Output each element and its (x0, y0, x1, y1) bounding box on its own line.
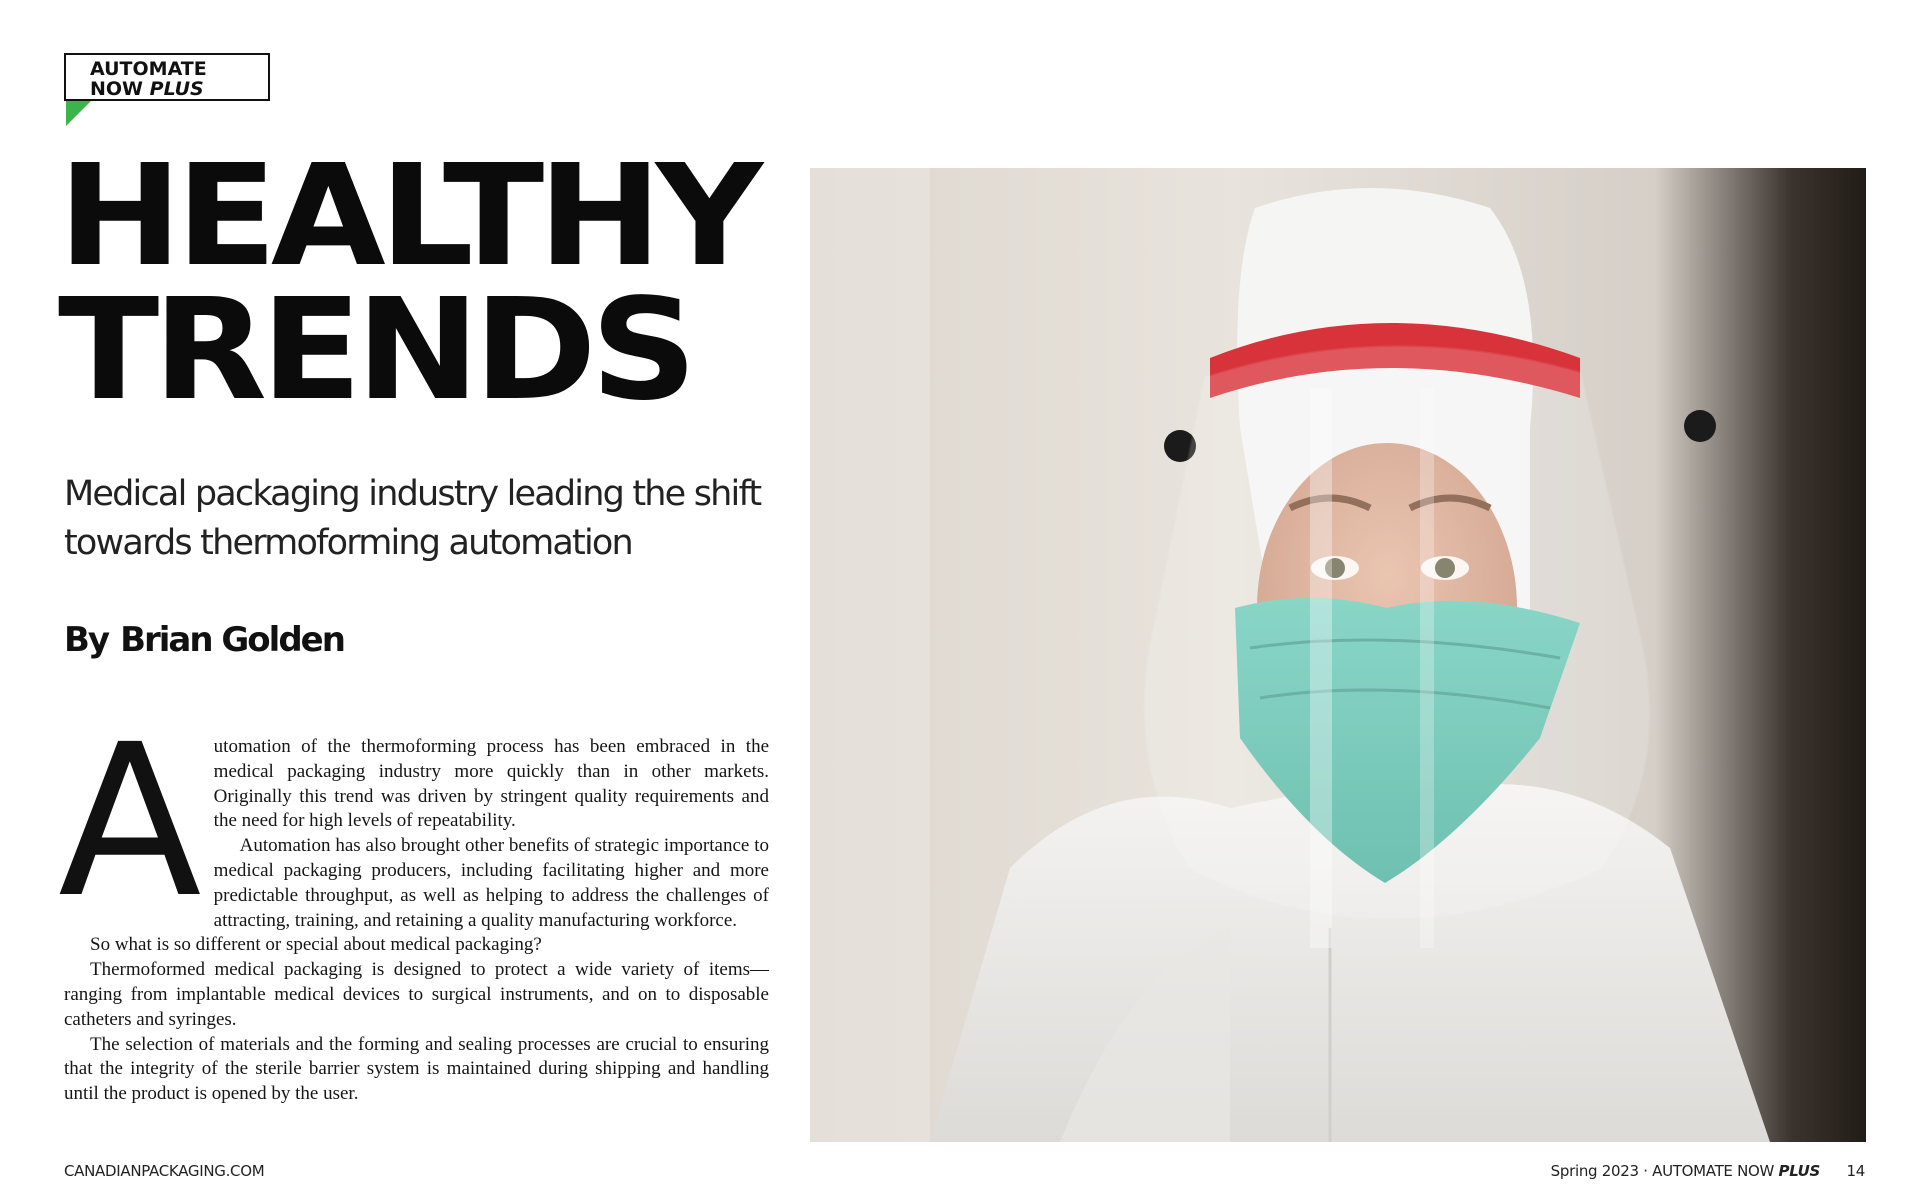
visor-reflection (1310, 388, 1332, 948)
badge-line-2 (90, 79, 268, 99)
publication-badge (64, 53, 270, 101)
page-number: 14 (1846, 1162, 1865, 1180)
subhead-line-2: towards thermoforming automation (64, 523, 632, 563)
article-paragraph: The selection of materials and the forming and sealing processes are crucial to ensuring that the integrity of the sterile barrier system is maintained during shipping and handling until the product is opened by the user. (64, 1033, 769, 1105)
article-paragraph: So what is so different or special about medical packaging? (90, 934, 542, 956)
visor-reflection-2 (1420, 388, 1434, 948)
headline-line-2: TRENDS (58, 269, 691, 432)
background-wall (810, 168, 930, 1142)
badge-line-1: AUTOMATE (90, 58, 207, 80)
subheadline (64, 470, 764, 568)
badge-plus: PLUS (149, 78, 204, 100)
photo-health-worker-face-shield (810, 168, 1866, 1142)
footer-website: CANADIANPACKAGING.COM (64, 1162, 265, 1180)
photo-illustration (810, 168, 1866, 1142)
drop-cap: A (58, 699, 202, 944)
right-shield-knob (1684, 410, 1716, 442)
face-shield-visor (1145, 347, 1649, 918)
article-paragraph: utomation of the thermoforming process has been embraced in the medical packaging industry more quickly than in other markets. Originally this trend was driven by stringent quality requirements and the need for high levels of repeatability. (213, 736, 769, 832)
footer-plus: PLUS (1778, 1162, 1821, 1180)
footer-issue-info (1551, 1162, 1865, 1180)
footer-issue: Spring 2023 · AUTOMATE NOW (1550, 1162, 1775, 1180)
byline (64, 620, 344, 660)
subhead-line-1: Medical packaging industry leading the shift (64, 474, 761, 514)
headline (58, 135, 757, 432)
article-paragraph: Thermoformed medical packaging is designed to protect a wide variety of items—ranging from implantable medical devices to surgical instruments, and on to disposable catheters and syringes. (64, 959, 769, 1030)
badge-now: NOW (90, 78, 144, 100)
headline-line-1: HEALTHY (58, 135, 757, 298)
article-body (58, 699, 769, 1107)
badge-corner-accent (66, 101, 91, 126)
byline-author: Brian Golden (120, 620, 344, 660)
byline-by: By (64, 620, 109, 660)
article-paragraph: Automation has also brought other benefits of strategic importance to medical packaging producers, including facilitating higher and more predictable throughput, as well as helping to address the challenges of attracting, training, and retaining a quality manufacturing workforce. (213, 835, 769, 931)
